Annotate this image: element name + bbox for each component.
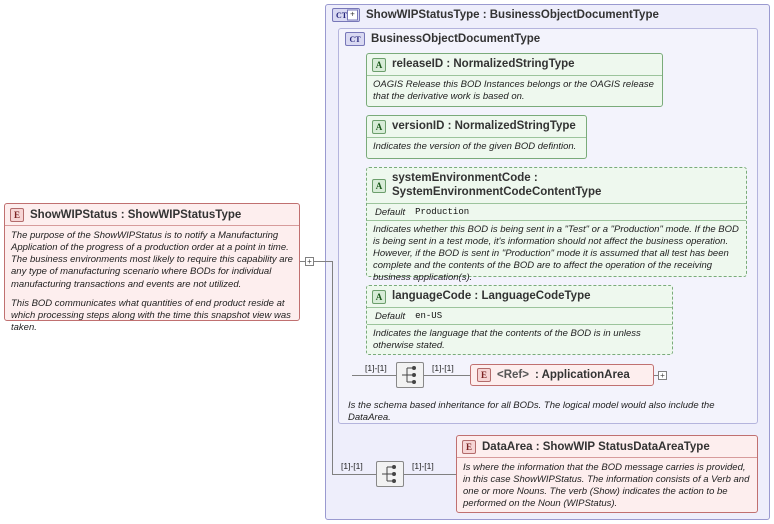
attribute-badge-icon: A: [372, 179, 386, 193]
occurrence-dataarea-right: [1]-[1]: [412, 461, 434, 471]
expand-toggle-applicationarea[interactable]: +: [658, 371, 667, 380]
attribute-versionid-documentation: Indicates the version of the given BOD defintion.: [373, 141, 577, 152]
element-showwipstatus-documentation: [5, 225, 299, 339]
sequence-glyph: [377, 462, 403, 486]
element-applicationarea-header: [471, 365, 653, 385]
default-value: en-US: [415, 311, 443, 321]
occurrence-applicationarea-left: [1]-[1]: [365, 363, 387, 373]
complextype-inner-header: [339, 29, 757, 49]
complextype-title: ShowWIPStatusType : BusinessObjectDocumentType: [366, 9, 659, 21]
connector-line: [332, 474, 376, 475]
connector-line: [404, 474, 456, 475]
attribute-releaseid[interactable]: [366, 53, 663, 107]
attribute-badge-icon: A: [372, 58, 386, 72]
element-dataarea[interactable]: [456, 435, 758, 513]
connector-line: [352, 375, 396, 376]
element-applicationarea-ref: <Ref>: [497, 369, 529, 381]
element-badge-icon: E: [462, 440, 476, 454]
attribute-systemenvironmentcode-header: [367, 168, 746, 203]
connector-line: [332, 261, 333, 375]
attribute-languagecode-title: languageCode : LanguageCodeType: [392, 290, 591, 303]
attribute-releaseid-header: [367, 54, 662, 75]
attribute-badge-icon: A: [372, 290, 386, 304]
sequence-glyph: [397, 363, 423, 387]
connector-line: [424, 375, 470, 376]
complextype-header: [326, 5, 769, 25]
complextype-inner-badge-icon: CT: [345, 32, 365, 46]
element-doc-paragraph-1: The purpose of the ShowWIPStatus is to notify a Manufacturing Application of the progress of a production order at a point in time. The business environments most likely to require this capability are any type of manufacturing scenario where BODs for individual manufacturing transactions and events are not utilized.: [11, 230, 293, 290]
element-applicationarea[interactable]: [470, 364, 654, 386]
attribute-systemenvironmentcode[interactable]: [366, 167, 747, 284]
attribute-badge-icon: A: [372, 120, 386, 134]
attribute-languagecode[interactable]: [366, 285, 673, 355]
attribute-languagecode-header: [367, 286, 672, 307]
element-dataarea-header: [457, 436, 757, 457]
attribute-systemenvironmentcode-documentation: Indicates whether this BOD is being sent in a "Test" or a "Production" mode. If the BOD is being sent in a test mode, it's information should not affect the business operation. However, if the BOD is sent in "Production" mode it is assumed that all test has been complete and the contents of the BOD are to affect the operation of the receiving business application(s).: [373, 223, 739, 284]
complextype-inner-note: Is the schema based inheritance for all BODs. The logical model would also include the DataArea.: [348, 400, 715, 424]
attribute-versionid-header: [367, 116, 586, 137]
complextype-badge-icon[interactable]: CT +: [332, 8, 360, 22]
element-showwipstatus-title: ShowWIPStatus : ShowWIPStatusType: [30, 209, 242, 221]
attribute-releaseid-documentation: OAGIS Release this BOD Instances belongs or the OAGIS release that the derivative work is based on.: [373, 79, 654, 103]
expand-toggle-root[interactable]: +: [305, 257, 314, 266]
occurrence-applicationarea-right: [1]-[1]: [432, 363, 454, 373]
attribute-releaseid-title: releaseID : NormalizedStringType: [392, 58, 575, 71]
default-value: Production: [415, 206, 470, 217]
attribute-systemenvironmentcode-title: systemEnvironmentCode : SystemEnvironmentCodeContentType: [392, 172, 602, 198]
sequence-icon[interactable]: [376, 461, 404, 487]
attribute-systemenvironmentcode-default: [367, 204, 746, 220]
element-dataarea-documentation: Is where the information that the BOD message carries is provided, in this case ShowWIPStatus. The information consists of a Verb and one or more Nouns. The verb (Show) indicates the action to be performed on the Noun (WIPStatus).: [457, 457, 757, 516]
attribute-languagecode-documentation: Indicates the language that the contents of the BOD is in unless otherwise stated.: [373, 328, 641, 352]
element-showwipstatus-header: [5, 204, 299, 225]
attribute-versionid[interactable]: [366, 115, 587, 159]
element-badge-icon: E: [10, 208, 24, 222]
complextype-inner-title: BusinessObjectDocumentType: [371, 33, 541, 45]
element-doc-paragraph-2: This BOD communicates what quantities of end product reside at which processing steps along with the time this snapshot view was taken.: [11, 297, 291, 334]
expand-icon[interactable]: +: [347, 10, 358, 21]
occurrence-dataarea-left: [1]-[1]: [341, 461, 363, 471]
default-label: Default: [375, 206, 406, 218]
connector-line: [314, 261, 325, 262]
sequence-icon[interactable]: [396, 362, 424, 388]
element-badge-icon: E: [477, 368, 491, 382]
element-dataarea-title: DataArea : ShowWIP StatusDataAreaType: [482, 441, 710, 453]
attribute-languagecode-default: [367, 308, 672, 324]
element-applicationarea-title: : ApplicationArea: [534, 369, 630, 381]
default-label: Default: [375, 311, 406, 322]
connector-line: [325, 261, 332, 262]
connector-line: [332, 375, 333, 475]
attribute-versionid-title: versionID : NormalizedStringType: [392, 120, 576, 133]
element-showwipstatus[interactable]: [4, 203, 300, 334]
